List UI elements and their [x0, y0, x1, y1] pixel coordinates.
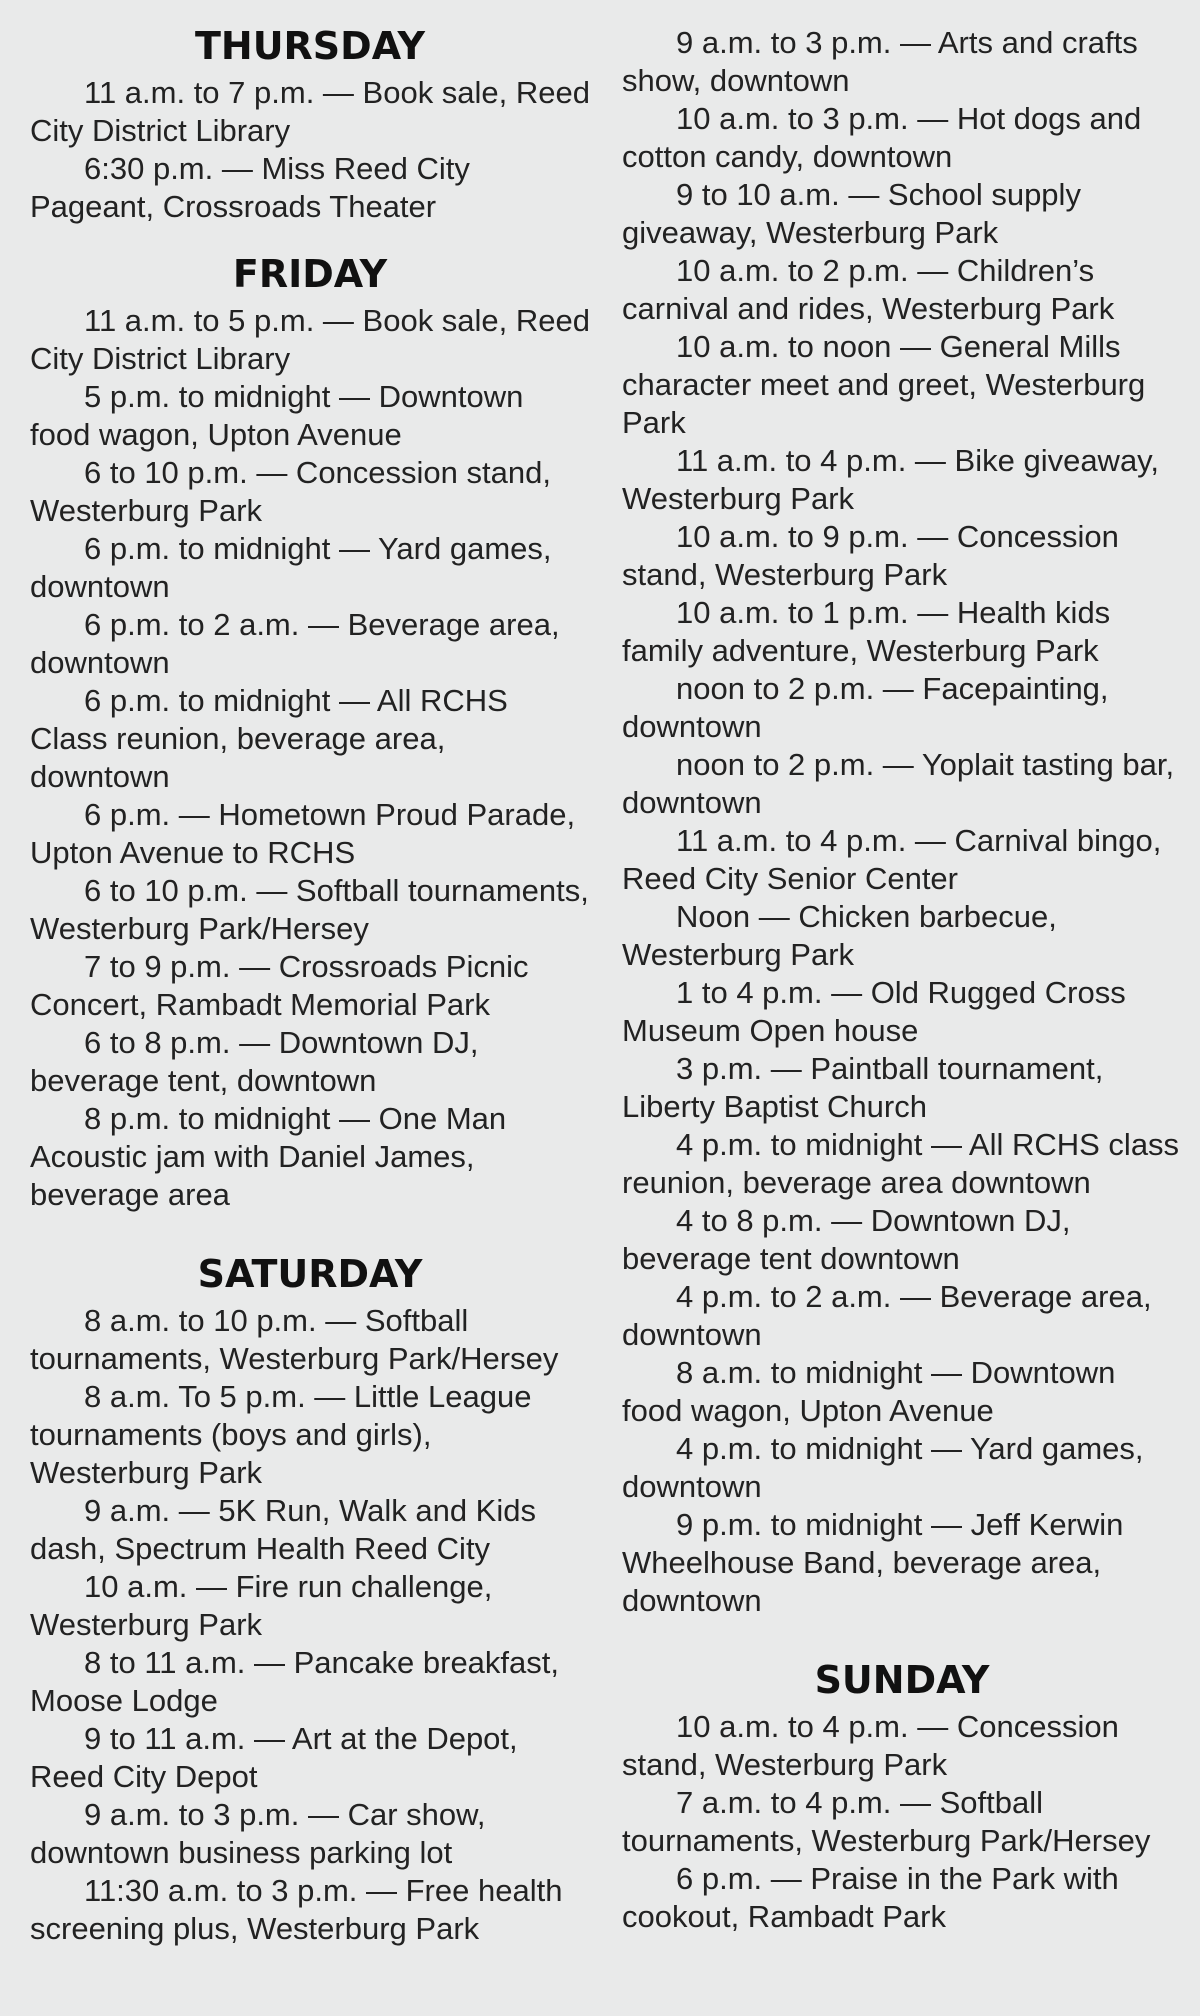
saturday-section: [30, 1252, 590, 1948]
event-entry: 11 a.m. to 4 p.m. — Bike giveaway, Westerburg Park: [622, 443, 1159, 516]
event-entry: 6 to 10 p.m. — Concession stand, Westerburg Park: [30, 455, 551, 528]
event-entry: 10 a.m. to 2 p.m. — Children’s carnival and rides, Westerburg Park: [622, 253, 1115, 326]
event-entry: 3 p.m. — Paintball tournament, Liberty Baptist Church: [622, 1051, 1104, 1124]
event-entry: noon to 2 p.m. — Facepainting, downtown: [622, 671, 1109, 744]
event-entry: 5 p.m. to midnight — Downtown food wagon, Upton Avenue: [30, 379, 524, 452]
event-entry: 8 a.m. To 5 p.m. — Little League tournaments (boys and girls), Westerburg Park: [30, 1379, 532, 1490]
event-entry: 8 to 11 a.m. — Pancake breakfast, Moose Lodge: [30, 1645, 560, 1718]
event-entry: Noon — Chicken barbecue, Westerburg Park: [622, 899, 1057, 972]
day-heading-friday: FRIDAY: [232, 252, 388, 296]
event-entry: 4 to 8 p.m. — Downtown DJ, beverage tent downtown: [622, 1203, 1071, 1276]
event-entry: 1 to 4 p.m. — Old Rugged Cross Museum Open house: [622, 975, 1126, 1048]
event-entry: 7 to 9 p.m. — Crossroads Picnic Concert, Rambadt Memorial Park: [30, 949, 529, 1022]
event-entry: 6 p.m. — Praise in the Park with cookout, Rambadt Park: [622, 1861, 1119, 1934]
event-entry: 6 to 10 p.m. — Softball tournaments, Westerburg Park/Hersey: [30, 873, 589, 946]
event-entry: 9 to 11 a.m. — Art at the Depot, Reed City Depot: [30, 1721, 518, 1794]
event-entry: 9 to 10 a.m. — School supply giveaway, Westerburg Park: [622, 177, 1081, 250]
event-entry: 6 to 8 p.m. — Downtown DJ, beverage tent, downtown: [30, 1025, 479, 1098]
friday-section: [30, 252, 590, 1214]
left-column: [30, 24, 590, 1948]
event-entry: 9 a.m. to 3 p.m. — Car show, downtown business parking lot: [30, 1797, 486, 1870]
event-entry: 4 p.m. to midnight — Yard games, downtown: [622, 1431, 1144, 1504]
saturday-continued-section: [622, 24, 1182, 1620]
event-entry: 11 a.m. to 7 p.m. — Book sale, Reed City District Library: [30, 75, 591, 148]
event-entry: 10 a.m. to 4 p.m. — Concession stand, Westerburg Park: [622, 1709, 1119, 1782]
day-heading-thursday: THURSDAY: [194, 24, 426, 68]
event-entry: 10 a.m. to noon — General Mills character meet and greet, Westerburg Park: [622, 329, 1146, 440]
event-entry: 9 a.m. to 3 p.m. — Arts and crafts show, downtown: [622, 25, 1138, 98]
event-entry: 8 p.m. to midnight — One Man Acoustic jam with Daniel James, beverage area: [30, 1101, 507, 1212]
event-entry: 11 a.m. to 4 p.m. — Carnival bingo, Reed City Senior Center: [622, 823, 1162, 896]
day-heading-sunday: SUNDAY: [814, 1658, 990, 1702]
event-entry: 6 p.m. to midnight — Yard games, downtown: [30, 531, 552, 604]
event-entry: 6:30 p.m. — Miss Reed City Pageant, Crossroads Theater: [30, 151, 470, 224]
event-entry: 9 p.m. to midnight — Jeff Kerwin Wheelhouse Band, beverage area, downtown: [622, 1507, 1124, 1618]
event-entry: 6 p.m. — Hometown Proud Parade, Upton Avenue to RCHS: [30, 797, 576, 870]
event-entry: 9 a.m. — 5K Run, Walk and Kids dash, Spectrum Health Reed City: [30, 1493, 536, 1566]
sunday-section: [622, 1658, 1182, 1936]
event-entry: 10 a.m. to 9 p.m. — Concession stand, Westerburg Park: [622, 519, 1119, 592]
event-entry: 11 a.m. to 5 p.m. — Book sale, Reed City District Library: [30, 303, 591, 376]
event-entry: 6 p.m. to midnight — All RCHS Class reunion, beverage area, downtown: [30, 683, 508, 794]
event-entry: 8 a.m. to midnight — Downtown food wagon, Upton Avenue: [622, 1355, 1116, 1428]
event-entry: 10 a.m. to 1 p.m. — Health kids family adventure, Westerburg Park: [622, 595, 1111, 668]
event-entry: 4 p.m. to midnight — All RCHS class reunion, beverage area downtown: [622, 1127, 1180, 1200]
event-entry: 11:30 a.m. to 3 p.m. — Free health screening plus, Westerburg Park: [30, 1873, 563, 1946]
day-heading-saturday: SATURDAY: [197, 1252, 423, 1296]
thursday-section: [30, 24, 590, 226]
right-column: [622, 24, 1182, 1936]
event-entry: 4 p.m. to 2 a.m. — Beverage area, downtown: [622, 1279, 1152, 1352]
event-entry: 10 a.m. to 3 p.m. — Hot dogs and cotton candy, downtown: [622, 101, 1142, 174]
event-entry: noon to 2 p.m. — Yoplait tasting bar, downtown: [622, 747, 1175, 820]
event-entry: 7 a.m. to 4 p.m. — Softball tournaments, Westerburg Park/Hersey: [622, 1785, 1151, 1858]
event-entry: 6 p.m. to 2 a.m. — Beverage area, downtown: [30, 607, 560, 680]
event-entry: 10 a.m. — Fire run challenge, Westerburg Park: [30, 1569, 493, 1642]
event-entry: 8 a.m. to 10 p.m. — Softball tournaments, Westerburg Park/Hersey: [30, 1303, 559, 1376]
